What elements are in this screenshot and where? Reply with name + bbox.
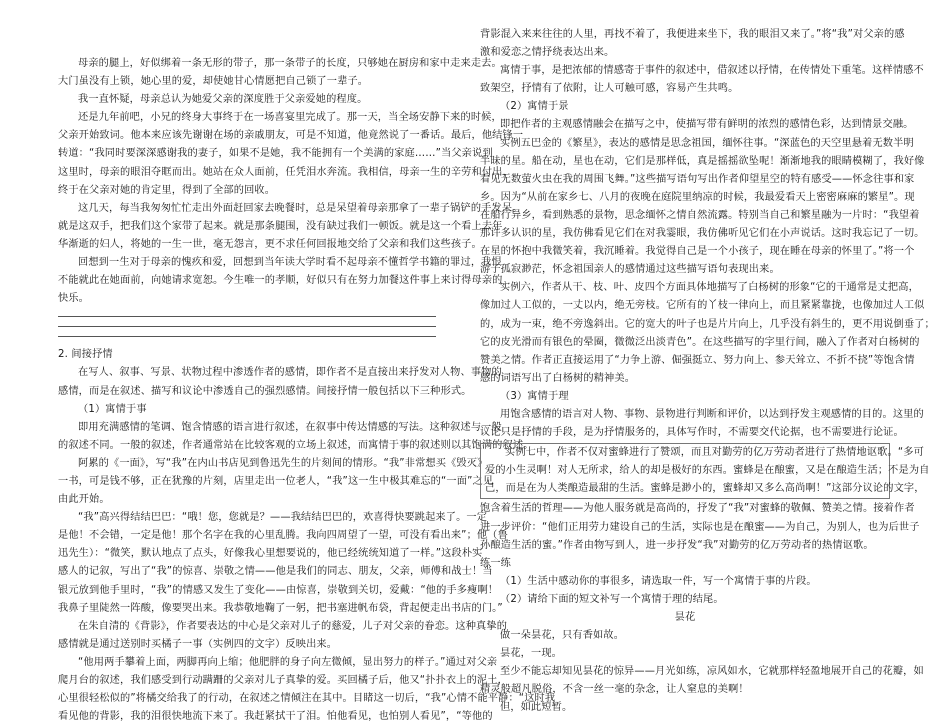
subsection-body-scene: [480, 116, 935, 387]
text-line: 看见无数萤火虫在我的周围飞舞。”这些描写语句写出作者仰望星空的特有感受——怀念往事和家: [480, 173, 915, 185]
text-line: 激和爱恋之情抒绕表达出来。: [480, 47, 615, 59]
text-line: 就是这双手，把我们这个家带了起来。就是那条腿围，没有缺过我们一顿饭。就是这一个看上去年: [58, 220, 503, 232]
text-line: 即把作者的主观感情融会在描写之中，使描写带有鲜明的浓烈的感情色彩，达到情景交融。: [500, 119, 914, 131]
text-line: 至少不能忘却知见昙花的惊异——月光如练，凉风如水，它就那样轻盈地展开自己的花瓣，如: [500, 666, 924, 678]
text-line: 像加过人工似的，一丈以内，绝无旁枝。它所有的丫枝一律向上，而且紧紧靠拢，也像加过人工似: [480, 300, 925, 312]
text-line: 终于在父亲对她的肯定里，得到了全部的回收。: [58, 184, 276, 196]
text-line: 我一直怀疑，母亲总认为她爱父亲的深度胜于父亲爱她的程度。: [78, 94, 368, 106]
text-line: 银元放到他手里时，“我”的情感又发生了变化——由惊喜，崇敬到关切，爱戴：“他的手多瘦啊！: [58, 584, 499, 596]
subsection-title-event: （1）寓情于事: [78, 403, 147, 415]
answer-line[interactable]: [58, 316, 436, 317]
text-line: 进一步评价：“他们正用劳力建设自己的生活，实际也是在酿蜜——为自己，为别人，也为后世子: [480, 521, 920, 533]
text-line: “他用两手攀着上面，两脚再向上缩；他肥胖的身子向左微倾，显出努力的样子。”通过对父亲: [78, 656, 498, 668]
right-column: [480, 26, 935, 714]
text-line: 在朱自清的《背影》，作者要表达的中心是父亲对儿子的慈爱，儿子对父亲的眷恋。这种真挚的: [78, 620, 508, 632]
text-line: 在写人、叙事、写景、状物过程中渗透作者的感情，即作者不是直接出来抒发对人物、事物的: [78, 367, 502, 379]
essay-body: [480, 627, 924, 717]
exercise-list: [480, 573, 890, 609]
answer-line[interactable]: [58, 336, 436, 337]
highlighted-example-box: [480, 443, 930, 499]
text-line: 己，而是在为人类酿造最甜的生活。蜜蜂是渺小的，蜜蜂却又多么高尚啊！”这部分议论的文字，: [485, 483, 925, 495]
text-line: 致架空，抒情有了依附，让人可触可感，容易产生共鸣。: [480, 83, 739, 95]
text-line: 议论只是抒情的手段，是为抒情服务的，具体写作时，不需要交代论据，也不需要进行论证。: [480, 427, 904, 439]
text-line: “我”高兴得结结巴巴：“哦！您，您就是？——我结结巴巴的，欢喜得快要跳起来了。一定: [78, 512, 488, 524]
exercise-title: 练一练: [480, 557, 512, 569]
text-line: 那许多认识的星，我仿佛看见它们在对我霎眼，我仿佛听见它们在小声说话。这时我忘记了一切。: [480, 228, 925, 240]
text-line: 快乐。: [58, 293, 90, 305]
text-line: 这里时，母亲的眼泪夺眶而出。她站在众人面前，任凭泪水奔流。我相信，母亲一生的辛劳和付出，: [58, 166, 513, 178]
text-line: 赞美之情。作者正直接运用了“力争上游、倔强挺立、努力向上、参天耸立、不折不挠”等饱含情: [480, 354, 915, 366]
text-line: 阿累的《一面》，写“我”在内山书店见到鲁迅先生的片刻间的情形。“我”非常想买《毁灭》: [78, 457, 488, 469]
subsection-title-scene: （2）寓情于景: [500, 101, 569, 113]
text-line: 华渐逝的妇人，将她的一生一世，毫无怨言，更不求任何回报地交给了父亲和我们这些孩子。: [58, 238, 482, 250]
text-line: 大门虽没有上锁，她心里的爱，却使她甘心情愿把自己锁了一辈子。: [58, 76, 369, 88]
paragraph-hands: [58, 200, 523, 254]
text-line: 昙花，一现。: [500, 648, 563, 660]
paragraph-mother-kitchen: [58, 55, 502, 91]
paragraph-continuation: [480, 26, 924, 98]
text-line: 父亲开始致词。他本来应该先谢谢在场的亲戚朋友，可是不知道，他竟然说了一番话。最后，他结锋一: [58, 130, 524, 142]
answer-line[interactable]: [58, 326, 436, 327]
text-line: 迅先生）：“微笑，默认地点了点头，好像我心里想要说的，他已经统统知道了一样。”这段朴实: [58, 548, 483, 560]
text-line: 即用充满感情的笔调、饱含情感的语言进行叙述，在叙事中传达情感的写法。这种叙述与一般: [78, 421, 502, 433]
text-line: 感的词语写出了白杨树的精神美。: [480, 372, 636, 384]
text-line: 不能就此在她面前，向她请求宽恕。今生唯一的孝顺，好似只有在努力加餐这件事上来讨得母亲的: [58, 275, 503, 287]
text-line: 的叙述不同。一般的叙述，作者通常站在比较客观的立场上叙述，而寓情于事的叙述则以其饱满的叙述。: [58, 439, 534, 451]
paragraph-wedding: [58, 109, 524, 199]
text-line: 饱含着生活的哲理——为他人服务就是高尚的，抒发了“我”对蜜蜂的敬佩、赞美之情。接着作者: [480, 503, 915, 515]
text-line: 由此开始。: [58, 494, 110, 506]
text-line: 感情，而是在叙述、描写和议论中渗透自己的强烈感情。间接抒情一般包括以下三种形式。: [58, 385, 472, 397]
text-line: 乡。因为“从前在家乡七、八月的夜晚在庭院里纳凉的时候，我最爱看天上密密麻麻的繁星”。现: [480, 191, 915, 203]
subsection-body-reason: [480, 406, 930, 555]
text-line: 一书，可是钱不够，正在犹豫的片刻，店里走出一位老人，“我”这一生中极其难忘的“一面”之见: [58, 475, 494, 487]
subsection-title-reason: （3）寓情于理: [500, 390, 569, 402]
text-line: 在船行异乡，看到熟悉的景物，思念缅怀之情自然流露。特别当自己和繁星融为一片时：“我望着: [480, 209, 920, 221]
text-line: 看见他的背影，我的泪很快地流下来了。我赶紧拭干了泪。怕他看见，也怕别人看见”，“等他的: [58, 711, 493, 723]
paragraph-regret: [58, 254, 503, 308]
text-line: 游子孤寂渺茫，怀念祖国亲人的感情通过这些描写语句表现出来。: [480, 264, 780, 276]
text-line: 的，成为一束，绝不旁逸斜出。它的宽大的叶子也是片片向上，几乎没有斜生的，更不用说倒垂了；: [480, 318, 935, 330]
text-line: 我鼻子里陡然一阵酸，像要哭出来。我恭敬地鞠了一躬，把书塞进帆布袋，背起便走出书店的门。”: [58, 602, 503, 614]
text-line: 在星的怀抱中我微笑着，我沉睡着。我觉得自己是一个小孩子，现在睡在母亲的怀里了。”将一个: [480, 246, 915, 258]
text-line: 但，如此短暂。: [500, 702, 573, 714]
text-line: 回想到一生对于母亲的愧疚和爱，回想到当年读大学时看不起母亲不懂哲学书籍的罪过，我恨: [78, 257, 502, 269]
paragraph-suspicion: [58, 91, 444, 109]
text-line: 实例五巴金的《繁星》，表达的感情是思念祖国，缅怀往事。“深蓝色的天空里悬着无数半明: [500, 137, 914, 149]
text-line: 它的皮光滑而有银色的晕圈，微微泛出淡青色”。在这些描写的字里行间，融入了作者对白杨树的: [480, 336, 920, 348]
text-line: 感人的记叙，写出了“我”的惊喜、崇敬之情——他是我们的同志、朋友，父亲，师傅和战士！当: [58, 566, 493, 578]
text-line: 背影混入来来往往的人里，再找不着了，我便进来坐下，我的眼泪又来了。”将“我”对父亲的感: [480, 29, 905, 40]
text-line: 还是九年前吧，小兄的终身大事终于在一场喜宴里完成了。那一天，当全场安静下来的时候，: [78, 112, 502, 124]
essay-title: 昙花: [674, 612, 696, 623]
text-line: 寓情于事，是把浓郁的情感寄于事件的叙述中，借叙述以抒情，在传情处下重笔。这样情感不: [500, 65, 924, 77]
text-line: 做一朵昙花，只有香如故。: [500, 630, 625, 642]
text-line: 这几天，每当我匆匆忙忙走出外面赶回家去晚餐时，总是呆望着母亲那拿了一辈子锅铲的手发呆。: [78, 202, 523, 214]
text-line: 转道：“我同时要深深感谢我的妻子，如果不是她，我不能拥有一个美满的家庭……”当父亲说到: [58, 148, 493, 160]
text-line: 半昧的星。船在动，星也在动，它们是那样低，真是摇摇欲坠呢！渐渐地我的眼睛模糊了，我好像: [480, 155, 925, 167]
text-line: 爬月台的叙述，我们感受到行动蹒跚的父亲对儿子真挚的爱。买回橘子后，他又“扑扑衣上的泥土，: [58, 675, 508, 686]
text-line: 用饱含感情的语言对人物、事物、景物进行判断和评价，以达到抒发主观感情的目的。这里的: [500, 408, 924, 420]
text-line: 是他！不会错，一定是他！那个名字在我的心里乱腾。我向四周望了一望，可没有看出来”；他（鲁: [58, 530, 508, 542]
text-line: 孙酿造生活的蜜。”作者由物写到人，进一步抒发“我”对勤劳的亿万劳动者的热情讴歌。: [480, 539, 874, 551]
section-title-indirect-lyric: 2. 间接抒情: [58, 349, 113, 361]
text-line: 感情就是通过送别时买橘子一事（实例四的文字）反映出来。: [58, 638, 338, 650]
text-line: 心里很轻松似的”将橘交给我了的行动，在叙述之情倾注在其中。目睹这一切后，“我”心情不能平静：“这时我: [58, 693, 556, 705]
text-line: 实例六，作者从干、枝、叶、皮四个方面具体地描写了白杨树的形象“它的干通常是丈把高，: [500, 282, 919, 294]
text-line: 实例七中，作者不仅对蜜蜂进行了赞颂，而且对勤劳的亿万劳动者进行了热情地讴歌。“多可: [505, 447, 924, 459]
text-line: 爱的小生灵啊！对人无所求，给人的却是极好的东西。蜜蜂是在酿蜜，又是在酿造生活；不是为自: [485, 465, 930, 477]
text-line: 精灵般超凡脱俗，不含一丝一毫的杂念，让人窒息的美啊！: [480, 684, 749, 696]
exercise-item: （2）请给下面的短文补写一个寓情于理的结尾。: [500, 593, 724, 605]
subsection-body-beiying: [58, 618, 508, 654]
text-line: 母亲的腿上，好似绑着一条无形的带子，那一条带子的长度，只够她在厨房和家中走来走去。: [78, 58, 502, 69]
section-intro: [58, 364, 502, 400]
exercise-item: （1）生活中感动你的事很多，请选取一件，写一个寓情于事的片段。: [500, 575, 817, 587]
